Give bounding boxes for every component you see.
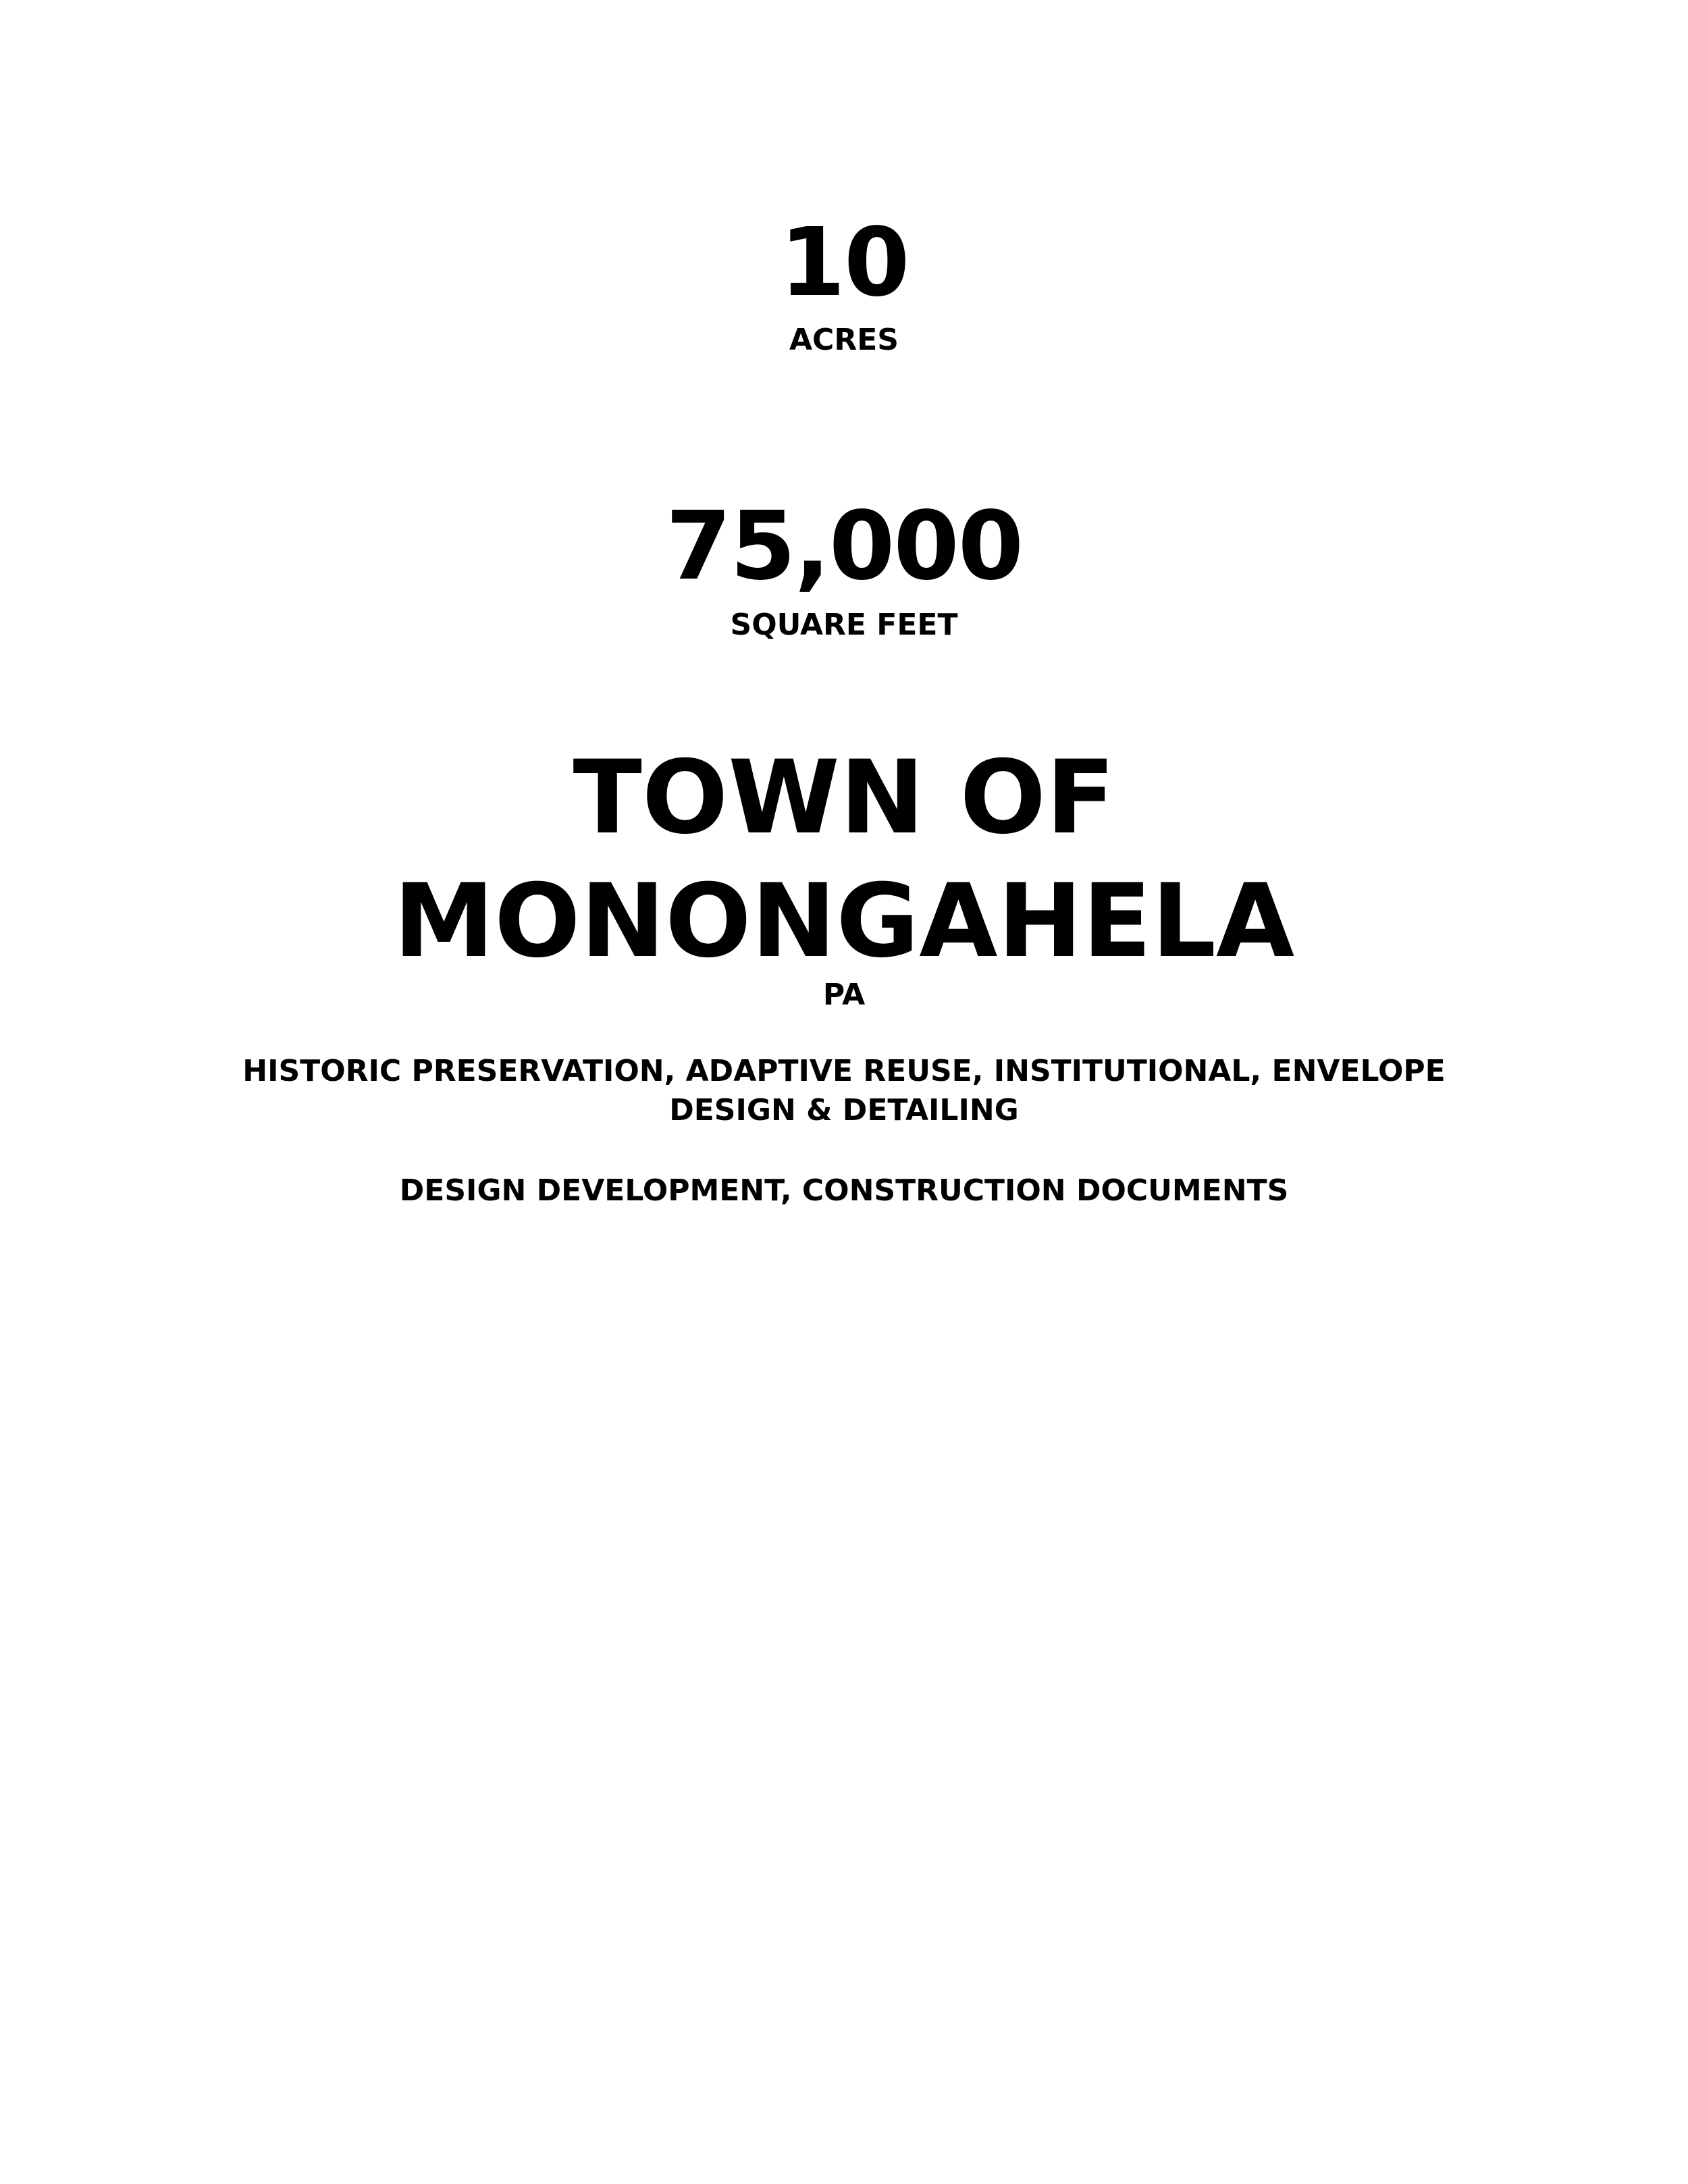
area-label: SQUARE FEET [730,608,958,642]
project-services: DESIGN DEVELOPMENT, CONSTRUCTION DOCUMENTS [399,1173,1289,1208]
title-line-1: TOWN OF [573,739,1115,857]
project-categories: HISTORIC PRESERVATION, ADAPTIVE REUSE, INSTITUTIONAL, ENVELOPE DESIGN & DETAILING [242,1054,1446,1127]
acres-value: 10 [779,208,909,318]
title-line-2: MONONGAHELA [393,863,1295,980]
acres-label: ACRES [789,323,899,357]
area-value: 75,000 [665,491,1023,602]
state-label: PA [822,978,866,1012]
